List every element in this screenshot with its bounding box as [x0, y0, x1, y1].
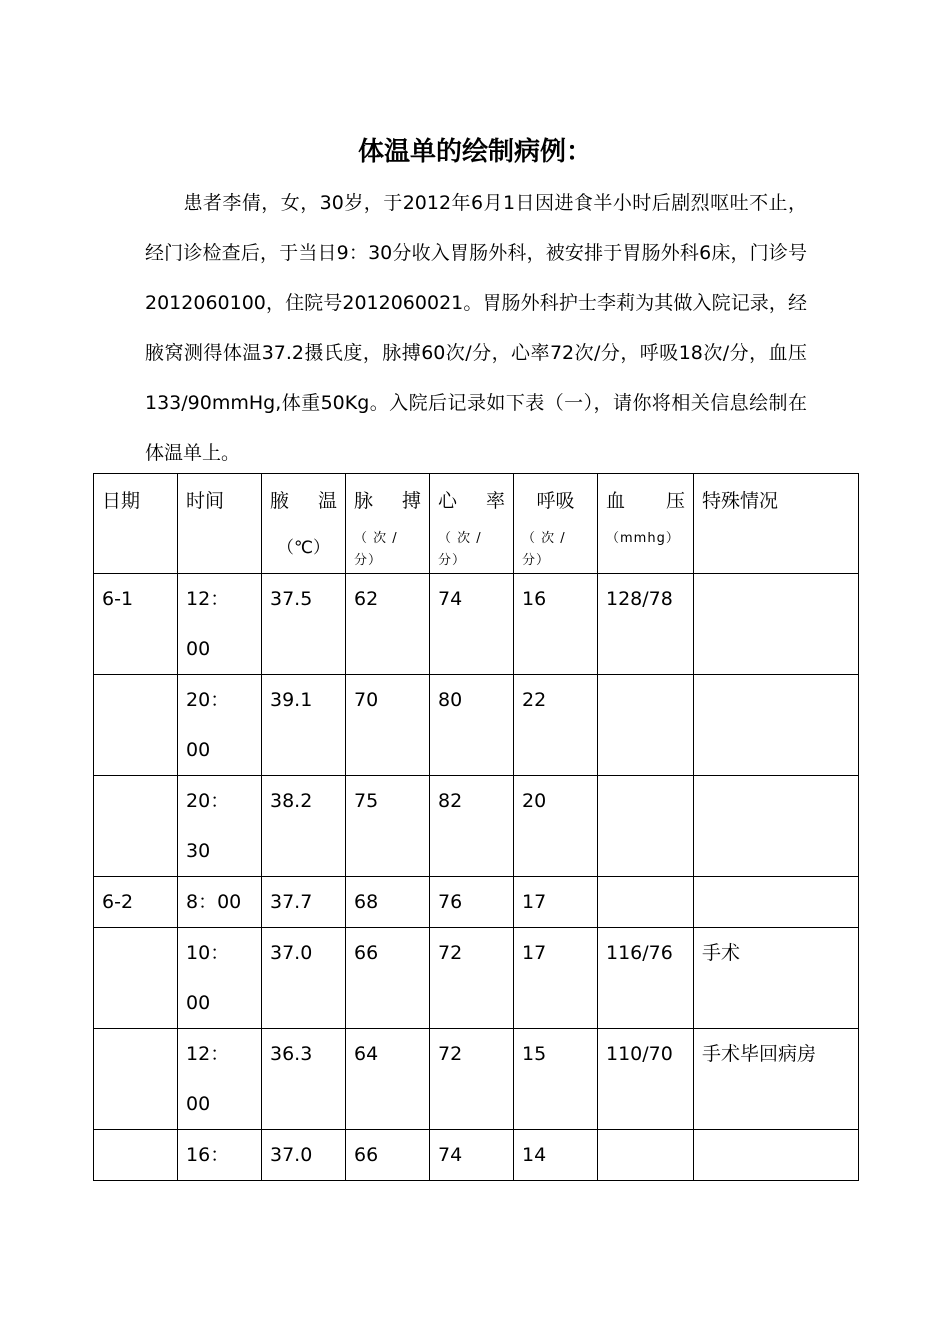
header-temperature-unit: （℃）	[276, 538, 331, 558]
cell-blood-pressure: 116/76	[598, 928, 694, 1029]
cell-time: 16：	[178, 1130, 262, 1181]
table-row	[94, 1130, 859, 1181]
cell-temperature: 39.1	[262, 675, 346, 776]
header-pulse: 脉 搏 （ 次 / 分）	[346, 474, 430, 574]
table-header-row	[94, 474, 859, 574]
cell-respiration: 20	[514, 776, 598, 877]
cell-special	[694, 1130, 859, 1181]
cell-special	[694, 574, 859, 675]
cell-date	[94, 776, 178, 877]
cell-time: 12： 00	[178, 1029, 262, 1130]
cell-heart-rate: 80	[430, 675, 514, 776]
cell-respiration: 15	[514, 1029, 598, 1130]
cell-blood-pressure	[598, 776, 694, 877]
cell-respiration: 17	[514, 928, 598, 1029]
header-blood-pressure: 血 压 （mmhg）	[598, 474, 694, 574]
cell-pulse: 66	[346, 928, 430, 1029]
header-date: 日期	[94, 474, 178, 574]
cell-temperature: 37.7	[262, 877, 346, 928]
header-respiration: 呼吸 （ 次 / 分）	[514, 474, 598, 574]
header-heart-rate-unit: （ 次 / 分）	[438, 531, 482, 568]
table-row	[94, 675, 859, 776]
cell-date: 6-2	[94, 877, 178, 928]
header-heart-rate: 心 率 （ 次 / 分）	[430, 474, 514, 574]
cell-time: 20： 30	[178, 776, 262, 877]
cell-temperature: 37.0	[262, 928, 346, 1029]
cell-blood-pressure	[598, 877, 694, 928]
cell-date	[94, 1130, 178, 1181]
cell-temperature: 37.0	[262, 1130, 346, 1181]
cell-respiration: 17	[514, 877, 598, 928]
cell-blood-pressure	[598, 1130, 694, 1181]
table-row	[94, 574, 859, 675]
cell-date: 6-1	[94, 574, 178, 675]
cell-special	[694, 877, 859, 928]
header-pulse-unit: （ 次 / 分）	[354, 531, 398, 568]
table-row	[94, 928, 859, 1029]
case-description-text: 患者李倩，女，30岁，于2012年6月1日因进食半小时后剧烈呕吐不止，经门诊检查后，于当日9：30分收入胃肠外科，被安排于胃肠外科6床，门诊号2012060100，住院号2012060021。胃肠外科护士李莉为其做入院记录，经腋窝测得体温37.2摄氏度，脉搏60次/分，心率72次/分，呼吸18次/分，血压133/90mmHg,体重50Kg。入院后记录如下表（一），请你将相关信息绘制在体温单上。	[145, 192, 807, 464]
cell-date	[94, 675, 178, 776]
cell-pulse: 66	[346, 1130, 430, 1181]
cell-pulse: 75	[346, 776, 430, 877]
cell-pulse: 68	[346, 877, 430, 928]
cell-respiration: 22	[514, 675, 598, 776]
cell-pulse: 62	[346, 574, 430, 675]
vitals-table	[93, 473, 859, 1181]
cell-heart-rate: 72	[430, 928, 514, 1029]
cell-blood-pressure: 110/70	[598, 1029, 694, 1130]
cell-heart-rate: 74	[430, 1130, 514, 1181]
cell-time: 10： 00	[178, 928, 262, 1029]
cell-blood-pressure	[598, 675, 694, 776]
cell-respiration: 14	[514, 1130, 598, 1181]
cell-time: 20： 00	[178, 675, 262, 776]
cell-temperature: 38.2	[262, 776, 346, 877]
header-time: 时间	[178, 474, 262, 574]
cell-respiration: 16	[514, 574, 598, 675]
header-temperature: 腋 温 （℃）	[262, 474, 346, 574]
cell-temperature: 36.3	[262, 1029, 346, 1130]
cell-temperature: 37.5	[262, 574, 346, 675]
cell-blood-pressure: 128/78	[598, 574, 694, 675]
cell-date	[94, 1029, 178, 1130]
cell-date	[94, 928, 178, 1029]
header-special: 特殊情况	[694, 474, 859, 574]
cell-special: 手术	[694, 928, 859, 1029]
header-blood-pressure-unit: （mmhg）	[606, 531, 680, 546]
cell-heart-rate: 74	[430, 574, 514, 675]
cell-special	[694, 776, 859, 877]
cell-special	[694, 675, 859, 776]
cell-time: 8：00	[178, 877, 262, 928]
cell-heart-rate: 76	[430, 877, 514, 928]
cell-pulse: 70	[346, 675, 430, 776]
header-respiration-unit: （ 次 / 分）	[522, 531, 566, 568]
table-row	[94, 776, 859, 877]
cell-heart-rate: 72	[430, 1029, 514, 1130]
case-description	[145, 178, 807, 478]
table-row	[94, 1029, 859, 1130]
table-row	[94, 877, 859, 928]
cell-pulse: 64	[346, 1029, 430, 1130]
cell-time: 12： 00	[178, 574, 262, 675]
cell-heart-rate: 82	[430, 776, 514, 877]
page-title: 体温单的绘制病例：	[357, 137, 592, 167]
cell-special: 手术毕回病房	[694, 1029, 859, 1130]
